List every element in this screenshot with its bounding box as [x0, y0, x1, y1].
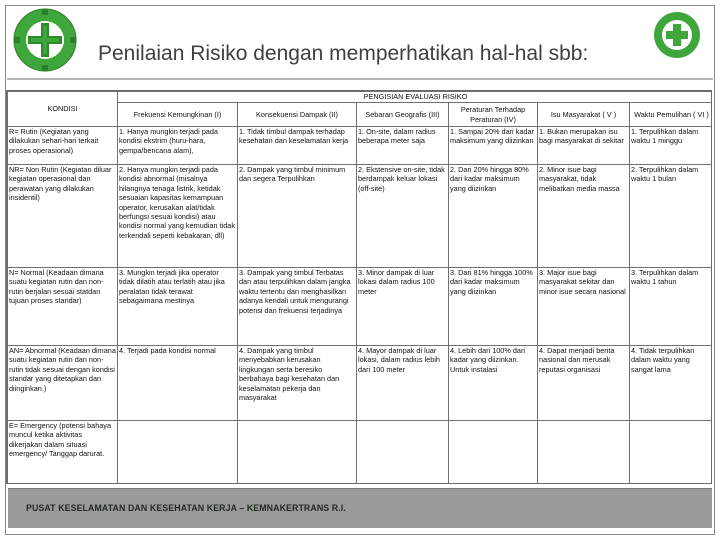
cell-kondisi: NR= Non Rutin (Kegiatan diluar kegiatan operasional dan perawatan yang dilakukan insidentil)	[8, 165, 118, 268]
cell-isu: 2. Minor isue bagi masyarakat, tidak melibatkan media massa	[538, 165, 630, 268]
header-pengisian-evaluasi-risiko: PENGISIAN EVALUASI RISIKO	[118, 92, 713, 103]
cell-kondisi: E= Emergency (potensi bahaya muncul ketika aktivitas dikerjakan dalam situasi emergency/ Tanggap darurat.	[8, 421, 118, 485]
cell-peraturan: 3. Dari 81% hingga 100% dari kadar maksimum yang diizinkan	[449, 268, 538, 346]
cell-konsekuensi: 2. Dampak yang timbul minimum dan segera Terpulihkan	[238, 165, 357, 268]
cell-konsekuensi: 3. Dampak yang timbul Terbatas dan atau terpulihkan dalam jangka waktu tertentu dan menghasilkan adanya kendali untuk mengurangi potensi dan frekuensi terjadinya	[238, 268, 357, 346]
cell-waktu: 3. Terpulihkan dalam waktu 1 tahun	[630, 268, 713, 346]
cell-isu: 4. Dapat menjadi berita nasional dan merusak reputasi organisasi	[538, 346, 630, 421]
cell-isu: 3. Major isue bagi masyarakat sekitar dan minor isue secara nasional	[538, 268, 630, 346]
footer-text: PUSAT KESELAMATAN DAN KESEHATAN KERJA – KEMNAKERTRANS R.I.	[26, 503, 346, 513]
risk-evaluation-table	[6, 90, 712, 484]
header-kondisi: KONDISI	[8, 92, 118, 127]
cell-peraturan: 4. Lebih dari 100% dari kadar yang diizinkan. Untuk instalasi	[449, 346, 538, 421]
table-row	[8, 421, 713, 485]
cell-peraturan: 1. Sampai 20% dari kadar maksimum yang diizinkan	[449, 127, 538, 165]
cell-konsekuensi	[238, 421, 357, 485]
cell-isu	[538, 421, 630, 485]
hiperkes-logo	[10, 6, 80, 80]
cell-frekuensi: 4. Terjadi pada kondisi normal	[118, 346, 238, 421]
cell-kondisi: N= Normal (Keadaan dimana suatu kegiatan rutin dan non-rutin berjalan sesuai statdan tujuan proses standar)	[8, 268, 118, 346]
k3-cross-logo	[652, 10, 702, 60]
cell-sebaran: 1. On-site, dalam radius beberapa meter saja	[357, 127, 449, 165]
title-divider	[7, 78, 713, 80]
header-sebaran: Sebaran Geografis (III)	[357, 103, 449, 127]
cell-frekuensi: 2. Hanya mungkin terjadi pada kondisi abnormal (misalnya hilangnya tenaga listrik, ketidak sesuaian kapasitas kemampuan operator, kerusakan alat/tidak berfungsi sesuai kondisi) atau kondisi normal yang kemudian tidak terkendali seperti kebakaran, dll)	[118, 165, 238, 268]
table-row	[8, 346, 713, 421]
cell-isu: 1. Bukan merupakan isu bagi masyarakat di sekitar	[538, 127, 630, 165]
cell-peraturan	[449, 421, 538, 485]
cell-waktu	[630, 421, 713, 485]
cell-konsekuensi: 1. Tidak timbul dampak terhadap kesehatan dan keselamatan kerja	[238, 127, 357, 165]
header-konsekuensi: Konsekuensi Dampak (II)	[238, 103, 357, 127]
table-row	[8, 127, 713, 165]
table-row	[8, 165, 713, 268]
header-isu: Isu Masyarakat ( V )	[538, 103, 630, 127]
cell-frekuensi	[118, 421, 238, 485]
header-frekuensi: Frekuensi Kemungkinan (I)	[118, 103, 238, 127]
cell-waktu: 2. Terpulihkan dalam waktu 1 bulan	[630, 165, 713, 268]
cell-frekuensi: 3. Mungkin terjadi jika operator tidak dilatih atau terlatih atau jika peralatan tidak terawat sebagaimana mestinya	[118, 268, 238, 346]
cell-sebaran: 2. Ekstensive on-site, tidak berdampak keluar lokasi (off-site)	[357, 165, 449, 268]
cell-kondisi: R= Rutin (Kegiatan yang dilakukan sehari-hari terkait proses operasional)	[8, 127, 118, 165]
cell-kondisi: AN= Abnormal (Keadaan dimana suatu kegiatan rutin dan non-rutin tidak sesuai dengan kondisi standar yang ditetapkan dan diinginkan.)	[8, 346, 118, 421]
cell-frekuensi: 1. Hanya mungkin terjadi pada kondisi ekstrim (huru-hara, gempa/bencana alam),	[118, 127, 238, 165]
cell-peraturan: 2. Dari 20% hingga 80% dari kadar maksimum yang diizinkan	[449, 165, 538, 268]
cell-sebaran: 3. Minor dampak di luar lokasi dalam radius 100 meter	[357, 268, 449, 346]
table-row	[8, 268, 713, 346]
cell-waktu: 1. Terpulihkan dalam waktu 1 minggu	[630, 127, 713, 165]
header-peraturan: Peraturan Terhadap Peraturan (IV)	[449, 103, 538, 127]
cell-waktu: 4. Tidak terpulihkan dalam waktu yang sangat lama	[630, 346, 713, 421]
header-waktu: Waktu Pemulihan ( VI )	[630, 103, 713, 127]
cell-konsekuensi: 4. Dampak yang timbul menyebabkan kerusakan lingkungan serta beresiko berbahaya bagi kesehatan dan keselamatan pekerja dan masyarakat	[238, 346, 357, 421]
cell-sebaran	[357, 421, 449, 485]
slide-title: Penilaian Risiko dengan memperhatikan hal-hal sbb:	[98, 42, 589, 65]
cell-sebaran: 4. Mayor dampak di luar lokasi, dalam radius lebih dari 100 meter	[357, 346, 449, 421]
